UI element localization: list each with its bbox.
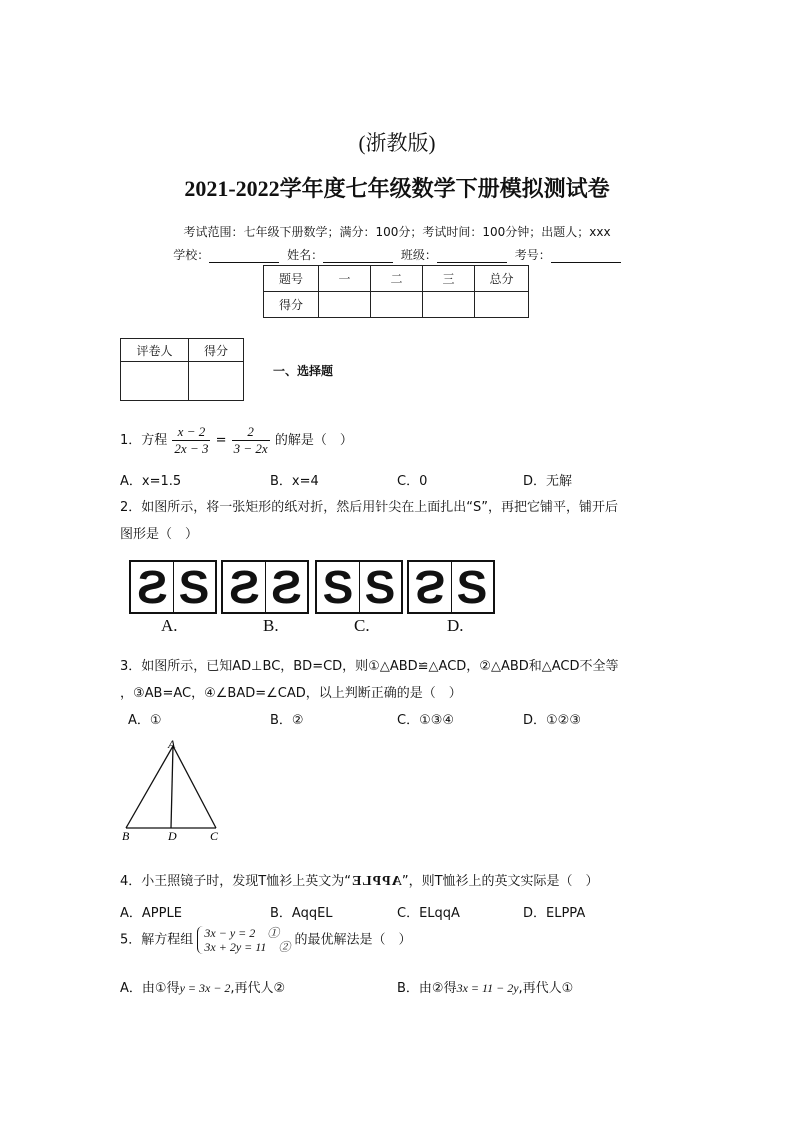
q4-suffix: ”，则T恤衫上的英文实际是（ ） — [401, 874, 599, 889]
equals-sign: = — [215, 433, 227, 448]
point-b-label: B — [122, 829, 130, 843]
q3-line-2: ，③AB=AC，④∠BAD=∠CAD，以上判断正确的是（ ） — [120, 686, 462, 701]
figure-label-b: B. — [263, 616, 279, 635]
s-glyph: S — [414, 561, 446, 613]
score-header: 三 — [423, 266, 475, 292]
q1-suffix: 的解是（ ） — [274, 433, 353, 448]
score-header: 一 — [319, 266, 371, 292]
q3-option-d[interactable]: D．①②③ — [523, 713, 581, 728]
equation-2: 3x + 2y = 11 ② — [204, 940, 291, 954]
school-label: 学校： — [173, 248, 210, 262]
figure-option-c[interactable] — [315, 560, 403, 614]
score-cell[interactable] — [423, 292, 475, 318]
point-c-label: C — [210, 829, 219, 843]
exam-info: 考试范围：七年级下册数学；满分：100分；考试时间：100分钟；出题人；xxx — [183, 225, 611, 239]
s-glyph: S — [136, 561, 168, 613]
fraction-numerator: 2 — [232, 424, 270, 441]
exam-title: 2021-2022学年度七年级数学下册模拟测试卷 — [184, 176, 610, 201]
class-field[interactable] — [437, 250, 507, 263]
q2-line-2: 图形是（ ） — [120, 527, 199, 542]
grader-header: 得分 — [189, 339, 244, 362]
equation-system — [197, 926, 290, 954]
fraction-numerator: x − 2 — [172, 424, 210, 441]
s-glyph: S — [228, 561, 260, 613]
student-fields — [0, 246, 794, 263]
name-field[interactable] — [323, 250, 393, 263]
q5-option-a[interactable] — [120, 977, 285, 996]
q3-line-1: 3．如图所示，已知AD⊥BC，BD=CD，则①△ABD≌△ACD，②△ABD和△ACD不全等 — [120, 659, 619, 674]
question-4 — [120, 870, 599, 890]
grader-cell[interactable] — [121, 362, 189, 401]
q5-option-b-tail: ,再代人① — [518, 981, 574, 996]
s-glyph: S — [178, 561, 210, 613]
q3-option-b[interactable]: B．② — [270, 713, 304, 728]
fraction-denominator: 3 − 2x — [233, 441, 268, 456]
q1-fraction-right — [232, 424, 270, 457]
number-label: 考号： — [514, 248, 551, 262]
q3-option-a[interactable]: A．① — [128, 713, 162, 728]
q5-option-b-expr: 3x = 11 − 2y — [456, 981, 519, 995]
figure-label-a: A. — [161, 616, 178, 635]
triangle-figure — [118, 736, 228, 846]
q1-option-d[interactable]: D．无解 — [523, 474, 573, 489]
grader-table — [120, 338, 244, 401]
s-glyph: S — [456, 561, 488, 613]
figure-label-c: C. — [354, 616, 370, 635]
figure-option-b[interactable] — [221, 560, 309, 614]
q4-option-c[interactable]: C．ELqqA — [397, 906, 460, 921]
number-field[interactable] — [551, 250, 621, 263]
equation-1: 3x − y = 2 ① — [204, 926, 280, 940]
q5-option-a-tail: ,再代人② — [230, 981, 286, 996]
point-a-label: A — [168, 737, 176, 751]
score-header: 二 — [371, 266, 423, 292]
q5-option-a-text: A．由①得 — [120, 981, 180, 996]
q1-option-b[interactable]: B．x=4 — [270, 474, 319, 489]
mirror-text: APPLE — [350, 874, 402, 889]
class-label: 班级： — [400, 248, 437, 262]
score-row-label: 得分 — [264, 292, 319, 318]
point-d-label: D — [168, 829, 177, 843]
q1-option-a[interactable]: A．x=1.5 — [120, 474, 182, 489]
s-glyph: S — [270, 561, 302, 613]
question-5 — [120, 926, 412, 954]
q3-option-c[interactable]: C．①③④ — [397, 713, 455, 728]
s-glyph: S — [364, 561, 396, 613]
score-header: 总分 — [475, 266, 529, 292]
name-label: 姓名： — [287, 248, 324, 262]
score-table — [263, 265, 529, 318]
q4-option-d[interactable]: D．ELPPA — [523, 906, 586, 921]
score-cell[interactable] — [475, 292, 529, 318]
q4-prefix: 4．小王照镜子时，发现T恤衫上英文为“ — [120, 874, 351, 889]
q5-option-a-expr: y = 3x − 2 — [179, 981, 231, 995]
s-glyph: S — [322, 561, 354, 613]
section-title: 一、选择题 — [273, 364, 334, 378]
figure-option-a[interactable] — [129, 560, 217, 614]
score-cell[interactable] — [371, 292, 423, 318]
grader-cell[interactable] — [189, 362, 244, 401]
q1-fraction-left — [172, 424, 210, 457]
school-field[interactable] — [209, 250, 279, 263]
edition-label: (浙教版) — [358, 131, 436, 155]
score-header: 题号 — [264, 266, 319, 292]
grader-header: 评卷人 — [121, 339, 189, 362]
q5-suffix: 的最优解法是（ ） — [294, 932, 412, 948]
q4-option-a[interactable]: A．APPLE — [120, 906, 182, 921]
q1-option-c[interactable]: C．0 — [397, 474, 428, 489]
q5-option-b[interactable] — [397, 977, 573, 996]
q5-prefix: 5．解方程组 — [120, 932, 194, 948]
q1-prefix: 1．方程 — [120, 433, 168, 448]
figure-option-d[interactable] — [407, 560, 495, 614]
q5-option-b-text: B．由②得 — [397, 981, 457, 996]
q2-line-1: 2．如图所示，将一张矩形的纸对折，然后用针尖在上面扎出“S”，再把它铺平，铺开后 — [120, 500, 618, 515]
question-1 — [120, 424, 353, 457]
figure-label-d: D. — [447, 616, 464, 635]
q4-option-b[interactable]: B．AqqEL — [270, 906, 333, 921]
fraction-denominator: 2x − 3 — [174, 441, 209, 456]
score-cell[interactable] — [319, 292, 371, 318]
